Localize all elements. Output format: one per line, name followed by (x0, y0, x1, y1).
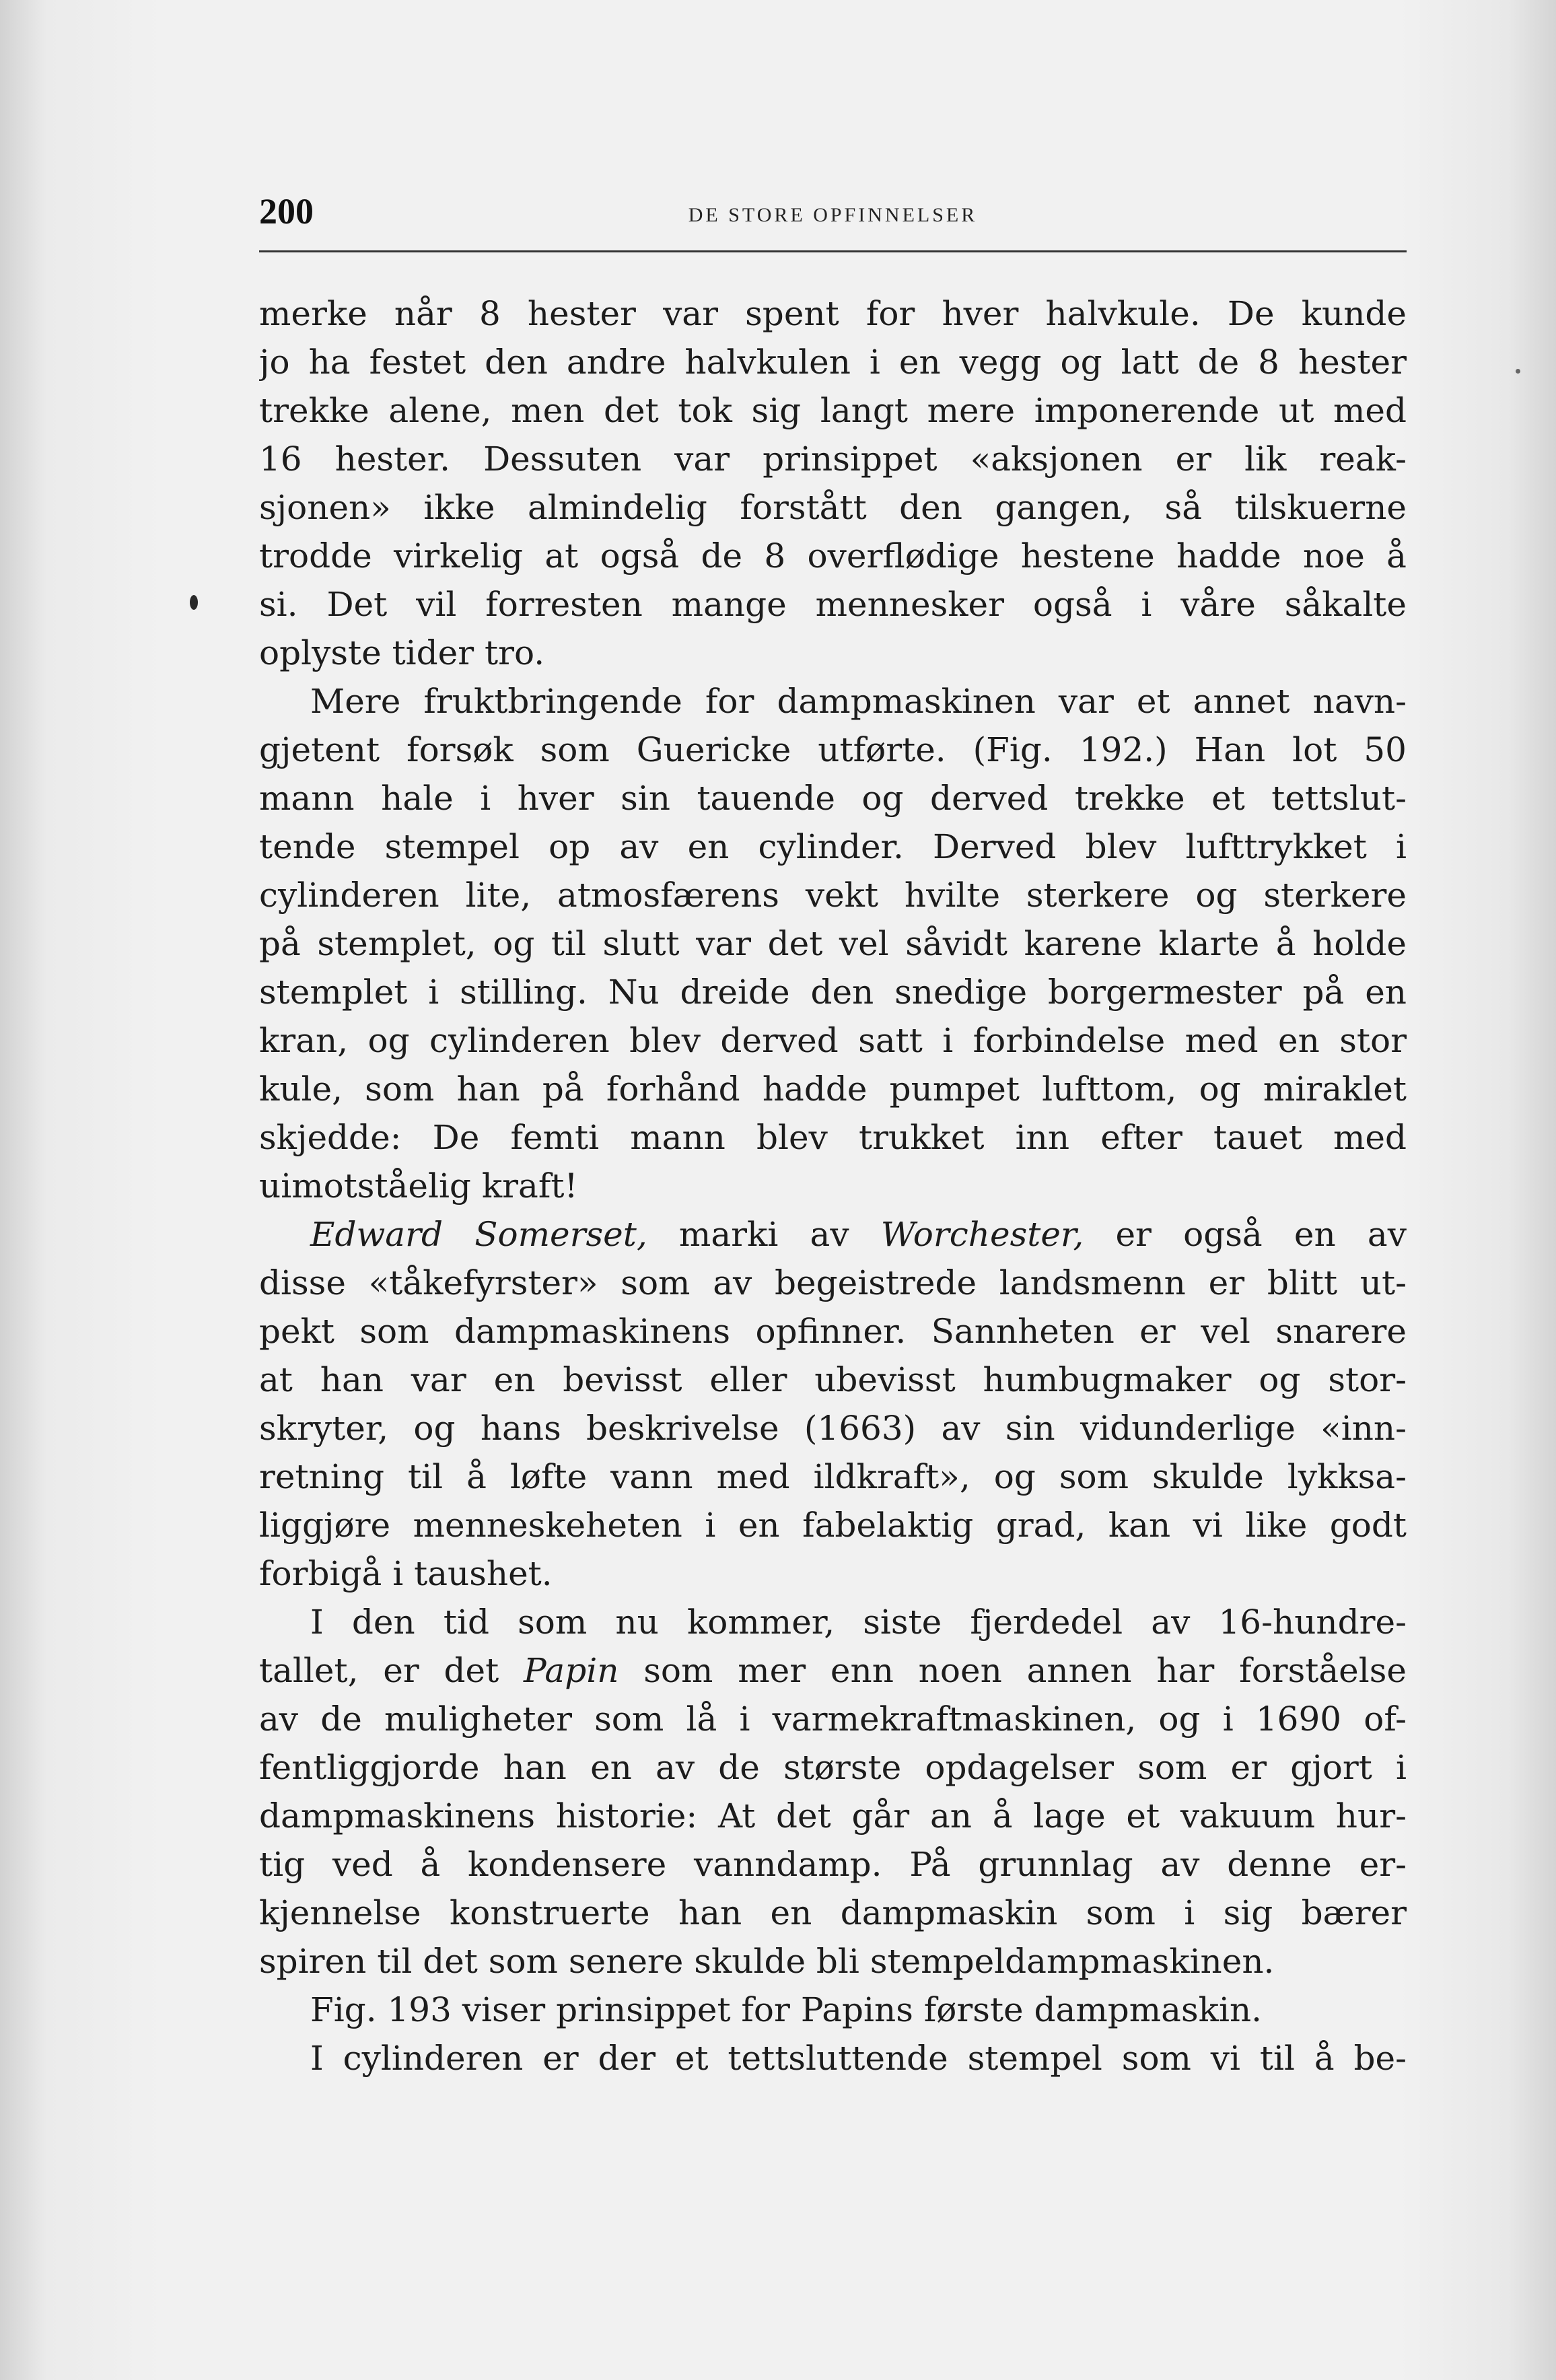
text-line: liggjøre menneskeheten i en fabelaktig grad, kan vi like godt (259, 1506, 1407, 1545)
text-line (259, 1210, 1407, 1259)
page-header (259, 190, 1407, 252)
text-line: dampmaskinens historie: At det går an å lage et vakuum hur- (259, 1796, 1407, 1835)
text-line: tig ved å kondensere vanndamp. På grunnlag av denne er- (259, 1845, 1407, 1884)
italic-name: Edward Somerset, (310, 1215, 647, 1254)
text-line (259, 1646, 1407, 1695)
text-line: av de muligheter som lå i varmekraftmaskinen, og i 1690 of- (259, 1700, 1407, 1739)
text-line: spiren til det som senere skulde bli stempeldampmaskinen. (259, 1942, 1275, 1981)
text-line: skjedde: De femti mann blev trukket inn efter tauet med (259, 1118, 1407, 1157)
text-line: jo ha festet den andre halvkulen i en vegg og latt de 8 hester (259, 343, 1407, 382)
text-line: kran, og cylinderen blev derved satt i forbindelse med en stor (259, 1021, 1407, 1060)
text-line: merke når 8 hester var spent for hver halvkule. De kunde (259, 294, 1407, 333)
text-line: stemplet i stilling. Nu dreide den snedige borgermester på en (259, 973, 1407, 1012)
paper-speck (1516, 369, 1520, 374)
text-line: Mere fruktbringende for dampmaskinen var et annet navn- (310, 682, 1407, 721)
text-line: disse «tåkefyrster» som av begeistrede landsmenn er blitt ut- (259, 1263, 1407, 1302)
text-fragment: tallet, er det (259, 1651, 499, 1690)
text-line: trekke alene, men det tok sig langt mere imponerende ut med (259, 391, 1407, 430)
text-line: cylinderen lite, atmosfærens vekt hvilte sterkere og sterkere (259, 876, 1407, 915)
margin-ink-dot (190, 595, 198, 610)
text-fragment: er også en av (1115, 1215, 1407, 1254)
text-line: på stemplet, og til slutt var det vel såvidt karene klarte å holde (259, 924, 1407, 963)
text-line: sjonen» ikke almindelig forstått den gangen, så tilskuerne (259, 488, 1407, 527)
text-line: fentliggjorde han en av de største opdagelser som er gjort i (259, 1748, 1407, 1787)
text-line: trodde virkelig at også de 8 overflødige hestene hadde noe å (259, 536, 1407, 575)
text-line: kule, som han på forhånd hadde pumpet lufttom, og miraklet (259, 1070, 1407, 1109)
text-line: I den tid som nu kommer, siste fjerdedel av 16-hundre- (310, 1603, 1407, 1642)
text-line: kjennelse konstruerte han en dampmaskin som i sig bærer (259, 1893, 1407, 1932)
text-line: Fig. 193 viser prinsippet for Papins første dampmaskin. (310, 1990, 1263, 2029)
text-fragment: som mer enn noen annen har forståelse (643, 1651, 1407, 1690)
text-line: 16 hester. Dessuten var prinsippet «aksjonen er lik reak- (259, 440, 1407, 479)
text-line: uimotståelig kraft! (259, 1166, 578, 1205)
italic-name: Papin (524, 1651, 619, 1690)
text-line: pekt som dampmaskinens opfinner. Sannheten er vel snarere (259, 1312, 1407, 1351)
text-line: gjetent forsøk som Guericke utførte. (Fig. 192.) Han lot 50 (259, 730, 1407, 769)
text-line: retning til å løfte vann med ildkraft», og som skulde lykksa- (259, 1457, 1407, 1496)
text-line: mann hale i hver sin tauende og derved trekke et tettslut- (259, 779, 1407, 818)
text-line: at han var en bevisst eller ubevisst humbugmaker og stor- (259, 1360, 1407, 1399)
text-line: tende stempel op av en cylinder. Derved blev lufttrykket i (259, 827, 1407, 866)
text-line: skryter, og hans beskrivelse (1663) av sin vidunderlige «inn- (259, 1409, 1407, 1448)
text-line: I cylinderen er der et tettsluttende stempel som vi til å be- (310, 2039, 1407, 2078)
body-text (259, 289, 1407, 2082)
italic-name: Worchester, (880, 1215, 1084, 1254)
text-line: forbigå i taushet. (259, 1554, 553, 1593)
text-line: si. Det vil forresten mange mennesker også i våre såkalte (259, 585, 1407, 624)
text-fragment: marki av (678, 1215, 849, 1254)
text-line: oplyste tider tro. (259, 633, 545, 672)
running-head: DE STORE OPFINNELSER (688, 204, 978, 226)
page-number: 200 (259, 191, 314, 232)
